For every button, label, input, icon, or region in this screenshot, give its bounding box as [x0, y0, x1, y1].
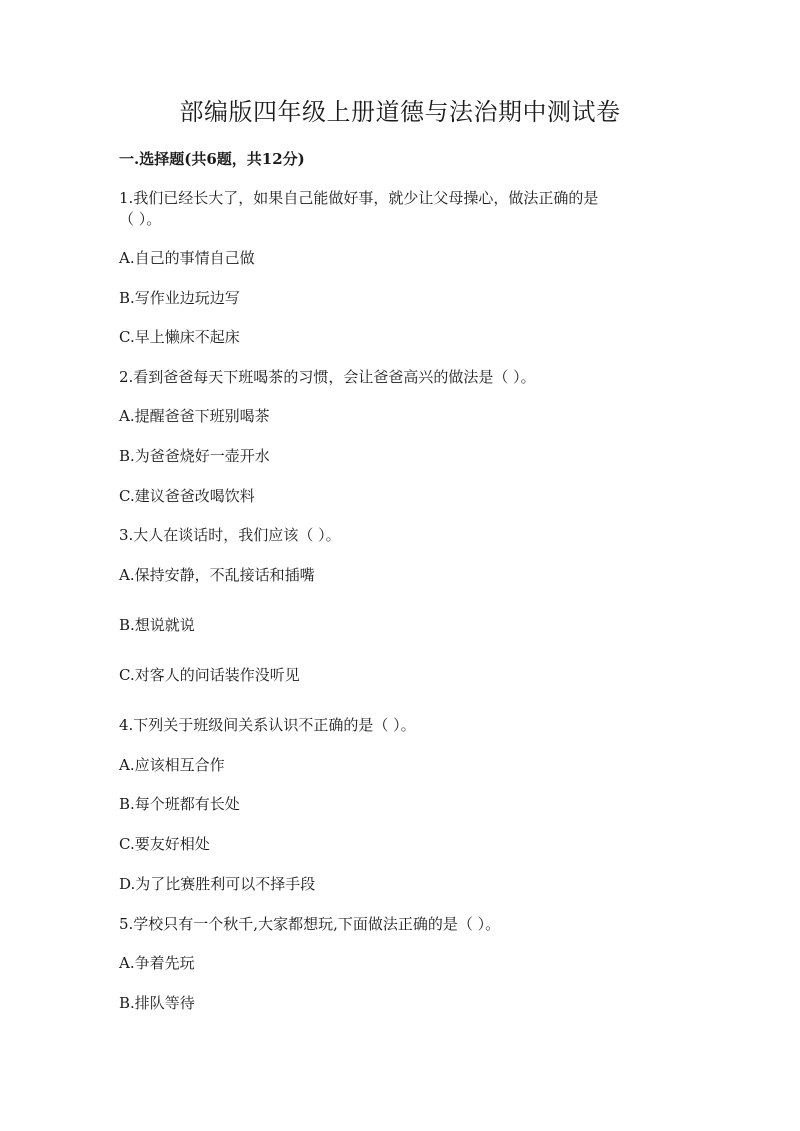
question-3-option-c: C.对客人的问话装作没听见: [119, 666, 300, 684]
question-5-option-b: B.排队等待: [119, 994, 195, 1012]
question-1-stem-continued: （ ）。: [119, 210, 162, 228]
question-1-option-b: B.写作业边玩边写: [119, 289, 240, 307]
question-5-option-a: A.争着先玩: [119, 954, 195, 972]
question-2-option-a: A.提醒爸爸下班别喝茶: [119, 407, 270, 425]
question-1-stem: 1.我们已经长大了，如果自己能做好事，就少让父母操心，做法正确的是: [119, 189, 599, 207]
question-5-stem: 5.学校只有一个秋千,大家都想玩,下面做法正确的是（ ）。: [119, 915, 501, 933]
question-4-stem: 4.下列关于班级间关系认识不正确的是（ ）。: [119, 716, 416, 734]
question-2-option-b: B.为爸爸烧好一壶开水: [119, 447, 270, 465]
question-2-stem: 2.看到爸爸每天下班喝茶的习惯，会让爸爸高兴的做法是（ ）。: [119, 368, 536, 386]
page-title: 部编版四年级上册道德与法治期中测试卷: [179, 98, 621, 126]
question-3-option-a: A.保持安静，不乱接话和插嘴: [119, 566, 315, 584]
question-4-option-b: B.每个班都有长处: [119, 795, 240, 813]
question-3-option-b: B.想说就说: [119, 616, 195, 634]
question-4-option-d: D.为了比赛胜利可以不择手段: [119, 875, 316, 893]
question-4-option-c: C.要友好相处: [119, 835, 210, 853]
question-3-stem: 3.大人在谈话时，我们应该（ ）。: [119, 526, 341, 544]
question-4-option-a: A.应该相互合作: [119, 756, 225, 774]
question-1-option-a: A.自己的事情自己做: [119, 249, 255, 267]
section-heading: 一.选择题(共6题，共12分): [119, 150, 305, 168]
question-2-option-c: C.建议爸爸改喝饮料: [119, 487, 255, 505]
question-1-option-c: C.早上懒床不起床: [119, 328, 240, 346]
